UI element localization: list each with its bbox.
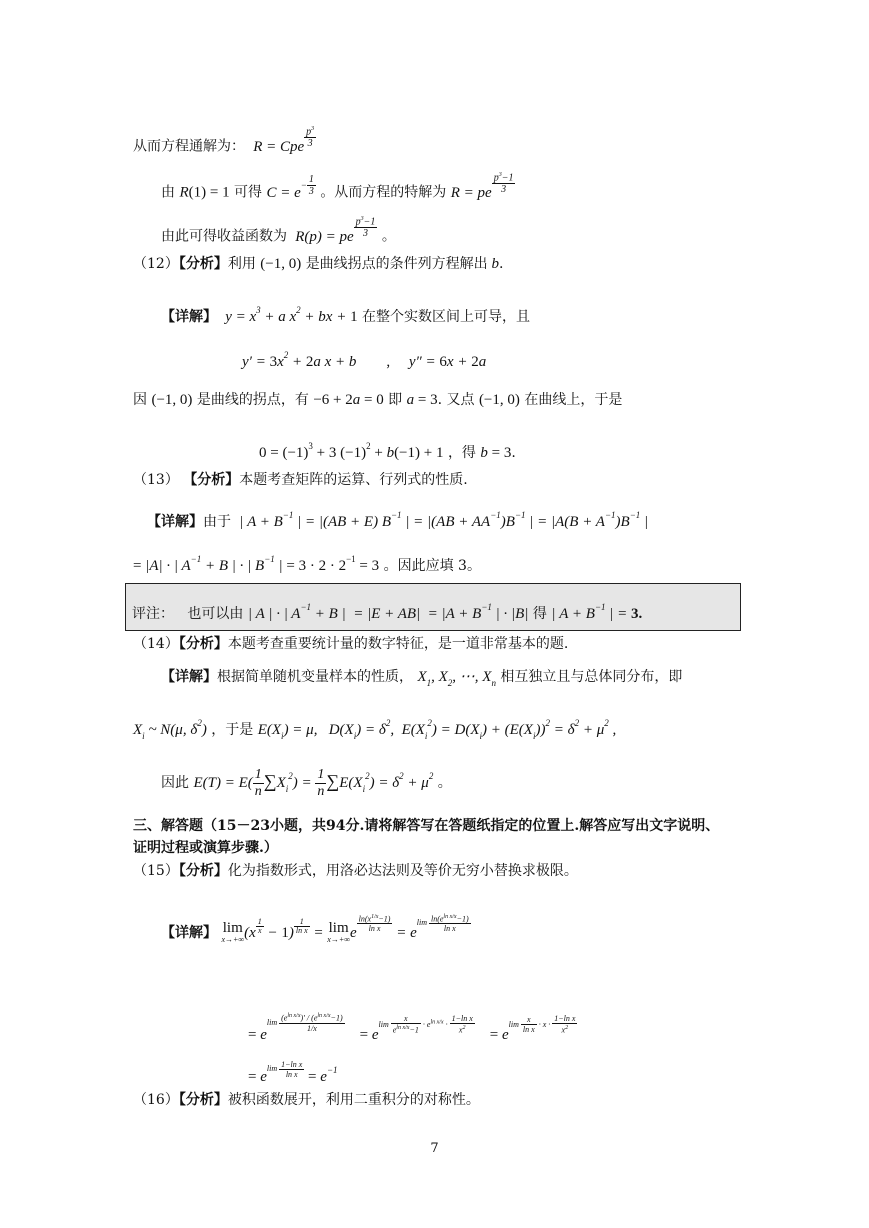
text-line: 【详解】由于 | $A + B^{-1}$ | = |(AB + E) $B^{-1}$ | = $|(AB + AA^{-1})B^{-1}$ | = $|A(B + A^{-1})B^{-1}$ | <box>147 510 649 530</box>
formula: R = pe $^{\frac{p^3-1}{3}}$ <box>450 172 514 201</box>
section-heading: 证明过程或演算步骤.） <box>133 840 278 856</box>
formula: R(p) = pe $^{\frac{p^3-1}{3}}$ <box>291 216 376 245</box>
text-line: （15）【分析】化为指数形式，用洛必达法则及等价无穷小替换求极限。 <box>133 863 578 879</box>
text-line: 因此 E(T) = E( $\frac{1}{n}$ $\sum X_i^2$) = $\frac{1}{n}$ $\sum E(X_i^2) = \delta^2 + \mu^2$ 。 <box>161 767 452 800</box>
text-line: 由 R(1) = 1 可得 $C = e^{- \frac{1}{3}}$ 。从而方程的特解为 R = pe $^{\frac{p^3-1}{3}}$ <box>161 172 514 201</box>
formula: $X_1$, $X_2$, ⋯, $X_n$ <box>417 669 496 688</box>
formula: $X_i$ ~ N(μ, $\delta^2$) <box>133 718 207 741</box>
formula-line: $0 = (-1)^3 + 3$ $(-1)^2 + b(-1) + 1$ ，得 b = 3. <box>259 441 516 461</box>
formula: −6 + 2a = 0 <box>313 392 384 408</box>
formula: $C = e^{- \frac{1}{3}}$ <box>266 174 314 201</box>
formula: (−1, 0) <box>260 256 302 272</box>
text-line: = |A| · | $A^{-1} + B$ | · | $B^{-1}$ | = $3 \cdot 2 \cdot 2^{-1} = 3$ 。因此应填 3。 <box>133 554 481 574</box>
formula: b = 3 <box>480 445 512 461</box>
section-heading: 三、解答题（15－23小题，共94分.请将解答写在答题纸指定的位置上.解答应写出文字说明、 <box>133 818 720 834</box>
note-line: 评注： 也可以由 | A | · | $A^{-1} + B$ | = $|E + AB| = |A + B^{-1}$ | · |B| 得 | $A + B^{-1}$ | = 3. <box>132 602 643 622</box>
formula: | $A + B^{-1}$ | = 3. <box>551 602 643 622</box>
formula: = $e^{lim \frac{\text{1−ln x}}{\text{ln x}}}$ = $e^{-1}$ <box>248 1059 338 1085</box>
formula-line <box>248 1059 338 1087</box>
formula: lim x→+∞ (x $^{\frac{1}{x}}$ − 1) $^{\frac{1}{\text{ln x}}}$ = lim x→+∞ e $^{\frac{\ln(x^{1/x}-1)}{\text{ln x}}}$ = $e^{lim \frac{\ln(e^{ln x/x}-1)}{\text{ln x}}}$ <box>221 913 469 944</box>
text-line: 由此可得收益函数为 R(p) = pe $^{\frac{p^3-1}{3}}$ 。 <box>161 216 396 245</box>
formula: $0 = (-1)^3 + 3$ $(-1)^2 + b(-1) + 1$ <box>259 441 444 461</box>
formula: E(T) = E( $\frac{1}{n}$ $\sum X_i^2$) = $\frac{1}{n}$ $\sum E(X_i^2) = \delta^2 + \mu^2$ <box>193 767 434 800</box>
text-line: 【详解】根据简单随机变量样本的性质， $X_1$, $X_2$, ⋯, $X_n$ 相互独立且与总体同分布，即 <box>161 669 683 688</box>
formula: R = Cpe $^{\frac{p^3}{3}}$ <box>249 126 315 155</box>
text-line: $X_i$ ~ N(μ, $\delta^2$) ，于是 $E(X_i) = \mu$, $D(X_i) = \delta^2$, $E(X_i^2) = D(X_i) + (E(X_i))^2 = \delta^2 + \mu^2$ , <box>133 718 617 741</box>
text-line: 因 (−1, 0) 是曲线的拐点，有 −6 + 2a = 0 即 a = 3. 又点 (−1, 0) 在曲线上，于是 <box>133 392 623 408</box>
formula-line <box>242 345 486 372</box>
text-line: （16）【分析】被积函数展开，利用二重积分的对称性。 <box>133 1092 480 1108</box>
formula: = $e^{lim \frac{(e^{ln x/x})' / (e^{ln x/x}-1)}{1/x}}$ = $e^{lim \frac{x}{e^{ln x/x}-1} \cdot e^{ln x/x} \cdot \frac{\text{1−ln x}}{x^2}}$ = $e^{lim \frac{x}{\text{ln x}} \cdot x \cdot \frac{\text{1−ln x}}{x^2}}$ <box>248 1013 576 1043</box>
text-line: 从而方程通解为： R = Cpe $^{\frac{p^3}{3}}$ <box>133 126 315 155</box>
page-number: 7 <box>430 1141 439 1156</box>
text-line: 【详解】 $y = x^3 + a$ $x^2$ + bx + 1 在整个实数区间上可导，且 <box>161 305 531 325</box>
formula: R(1) = 1 <box>179 184 230 201</box>
note-box <box>125 583 741 631</box>
formula: a = 3 <box>406 392 438 408</box>
formula-line <box>248 1012 577 1045</box>
formula: = |A| · | $A^{-1} + B$ | · | $B^{-1}$ | = $3 \cdot 2 \cdot 2^{-1} = 3$ <box>133 554 380 574</box>
formula: $E(X_i) = \mu$, $D(X_i) = \delta^2$, $E(X_i^2) = D(X_i) + (E(X_i))^2 = \delta^2 + \mu^2$ , <box>257 718 617 741</box>
text-line: （12）【分析】利用 (−1, 0) 是曲线拐点的条件列方程解出 b. <box>133 256 504 272</box>
formula: $y = x^3 + a$ $x^2$ + bx + 1 <box>221 305 358 325</box>
formula: (−1, 0) <box>478 392 520 408</box>
text-line: （14）【分析】本题考查重要统计量的数字特征，是一道非常基本的题. <box>133 636 569 652</box>
formula: $y' = 3x^2 + 2a$ x + b , y″ = 6x + 2a <box>242 350 487 370</box>
text-line: （13） 【分析】本题考查矩阵的运算、行列式的性质. <box>133 472 468 488</box>
formula: | A | · | $A^{-1} + B$ | = $|E + AB| = |A + B^{-1}$ | · |B| <box>247 602 529 622</box>
formula: (−1, 0) <box>151 392 193 408</box>
formula: | $A + B^{-1}$ | = |(AB + E) $B^{-1}$ | = $|(AB + AA^{-1})B^{-1}$ | = $|A(B + A^{-1})B^{-1}$ | <box>235 510 649 530</box>
text-line: 【详解】 lim x→+∞ (x $^{\frac{1}{x}}$ − 1) $^{\frac{1}{\text{ln x}}}$ = lim x→+∞ e $^{\frac{\ln(x^{1/x}-1)}{\text{ln x}}}$ = $e^{lim \frac{\ln(e^{ln x/x}-1)}{\text{ln x}}}$ <box>161 913 469 944</box>
